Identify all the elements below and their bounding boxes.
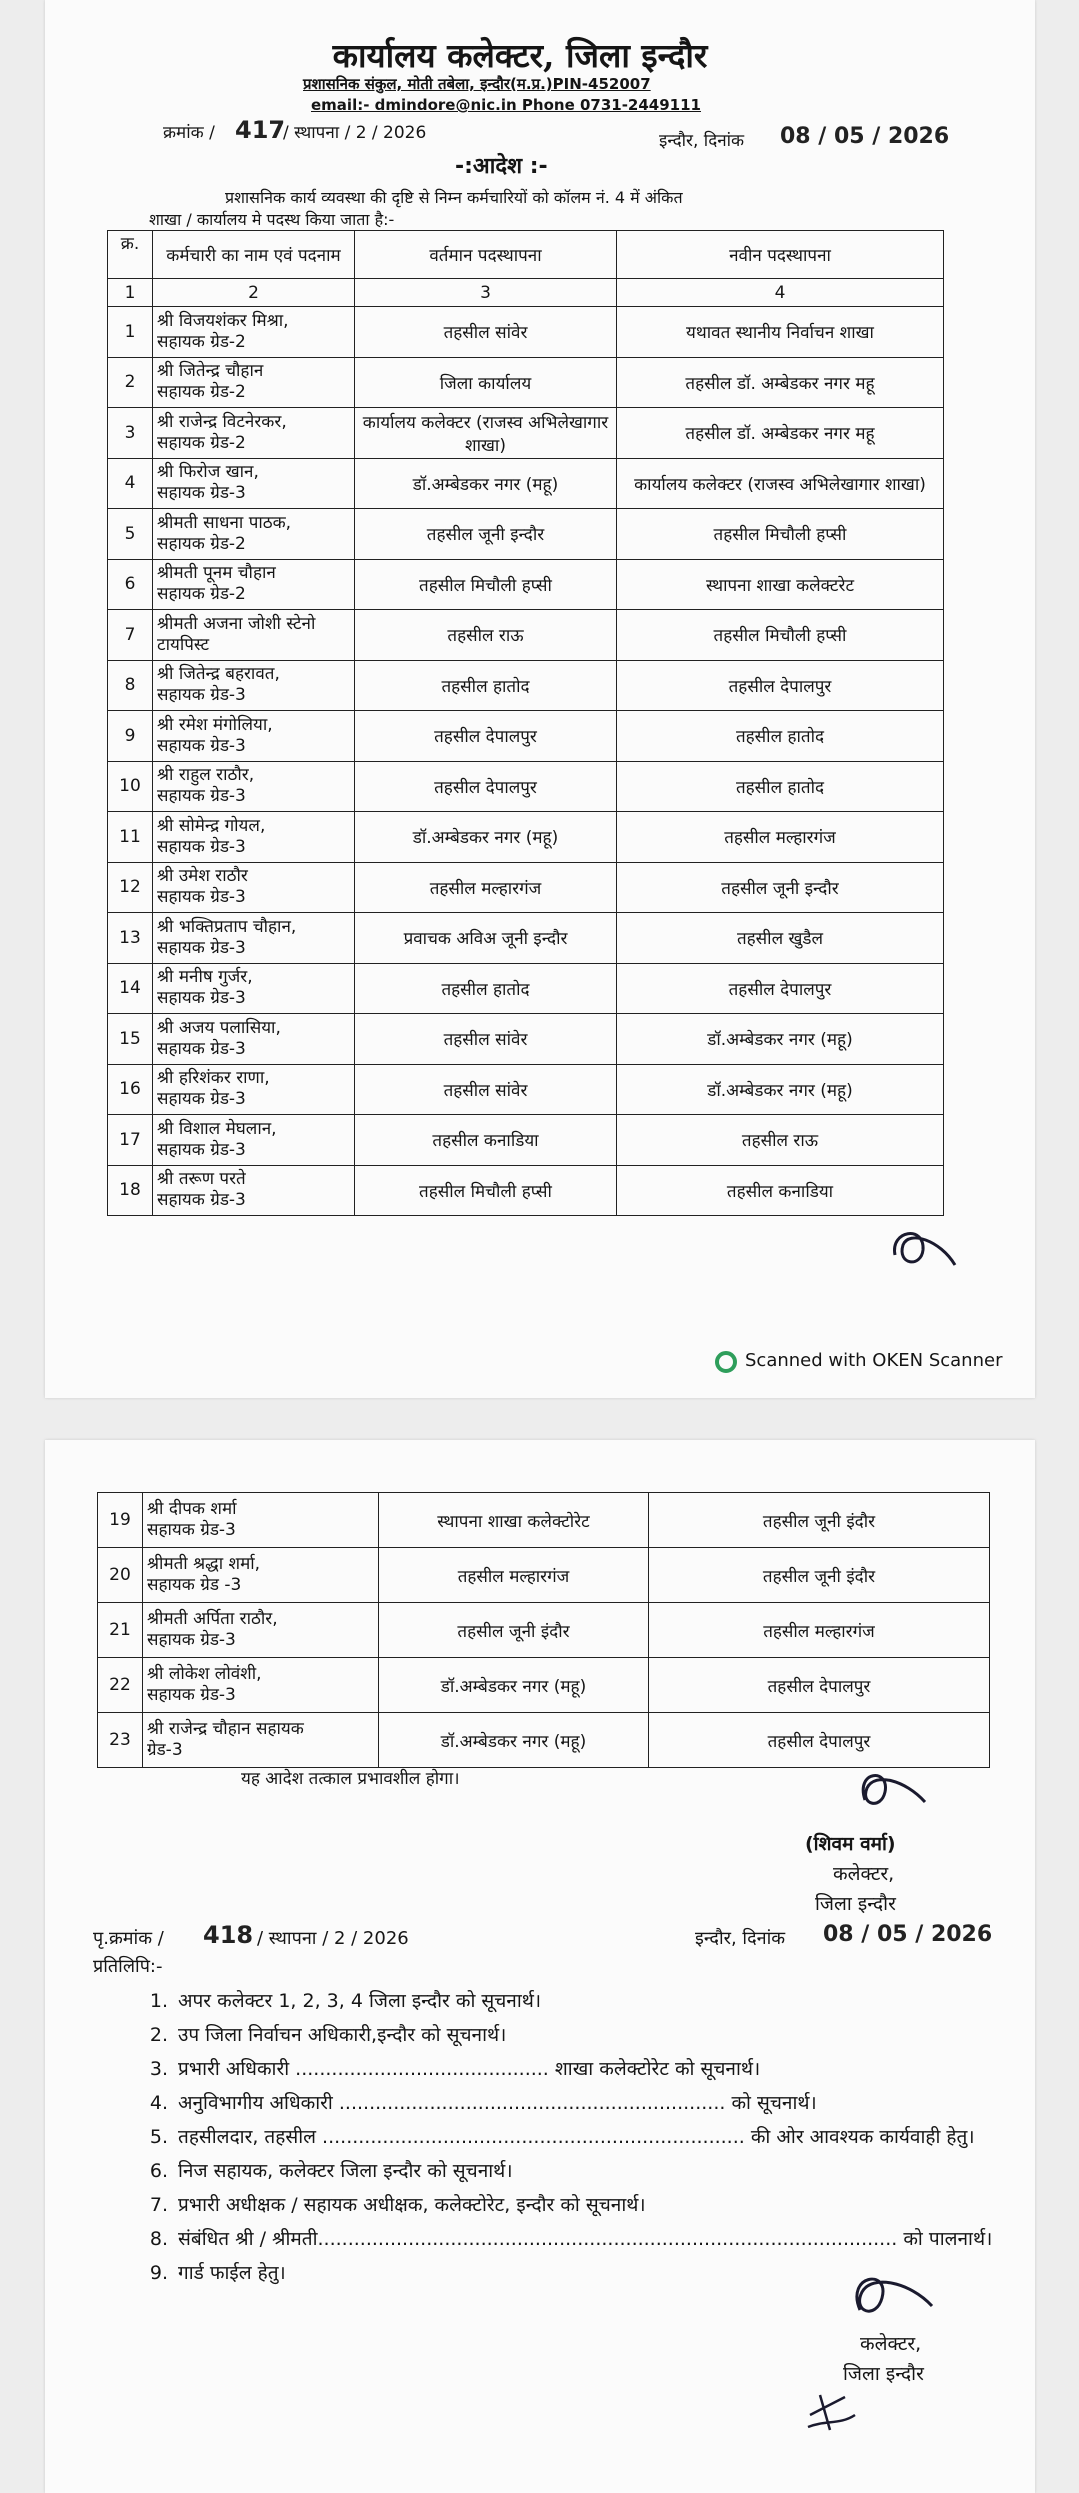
employee-designation: सहायक ग्रेड-3 [157, 786, 246, 807]
employee-name: श्री रमेश मंगोलिया, [157, 714, 273, 735]
order-number-label: क्रमांक / [163, 123, 215, 143]
table-row [108, 307, 944, 358]
employee-name: श्री सोमेन्द्र गोयल, [157, 815, 266, 836]
current-posting: तहसील कनाडिया [355, 1115, 617, 1166]
employee-designation: सहायक ग्रेड-2 [157, 382, 246, 403]
current-posting: तहसील देपालपुर [355, 711, 617, 762]
current-posting: जिला कार्यालय [355, 357, 617, 408]
table-row [108, 610, 944, 661]
table-row [108, 711, 944, 762]
scan-footer-text: Scanned with OKEN Scanner [745, 1350, 1003, 1371]
employee-designation: सहायक ग्रेड-2 [157, 432, 246, 453]
order-number: 417 [235, 116, 286, 144]
employee-cell [153, 660, 355, 711]
employee-designation: सहायक ग्रेड-3 [157, 1089, 246, 1110]
table-row [108, 862, 944, 913]
copy-list-item [130, 2188, 992, 2222]
row-serial-number: 13 [108, 913, 153, 964]
copy-item-text: तहसीलदार, तहसील ...................................................................... की ओर आवश्यक कार्यवाही हेतु। [178, 2126, 975, 2148]
current-posting: तहसील राऊ [355, 610, 617, 661]
table-row [108, 1014, 944, 1065]
row-serial-number: 17 [108, 1115, 153, 1166]
copy-order-number: 418 [203, 1921, 254, 1949]
row-serial-number: 3 [108, 408, 153, 459]
row-serial-number: 23 [98, 1713, 143, 1768]
new-posting: तहसील खुडैल [617, 913, 944, 964]
employee-cell [143, 1658, 379, 1713]
new-posting: तहसील मिचौली हप्सी [617, 610, 944, 661]
new-posting: तहसील हातोद [617, 711, 944, 762]
signatory-district: जिला इन्दौर [815, 1893, 896, 1915]
header-current-posting: वर्तमान पदस्थापना [355, 231, 617, 279]
row-serial-number: 7 [108, 610, 153, 661]
employee-designation: सहायक ग्रेड-3 [157, 887, 246, 908]
employee-name: श्रीमती साधना पाठक, [157, 512, 292, 533]
table-row [108, 963, 944, 1014]
employee-designation: सहायक ग्रेड-2 [157, 331, 246, 352]
employee-designation: सहायक ग्रेड-3 [157, 937, 246, 958]
current-posting: तहसील जूनी इंदौर [379, 1603, 649, 1658]
transfer-table-part2 [97, 1492, 990, 1768]
row-serial-number: 21 [98, 1603, 143, 1658]
collector-signature [845, 1760, 935, 1820]
employee-name: श्री राजेन्द्र विटनेरकर, [157, 411, 287, 432]
table-row [98, 1548, 990, 1603]
current-posting: स्थापना शाखा कलेक्टोरेट [379, 1493, 649, 1548]
employee-designation: सहायक ग्रेड-2 [157, 584, 246, 605]
scanned-page-2 [45, 1440, 1035, 2493]
employee-cell [143, 1603, 379, 1658]
current-posting: तहसील सांवेर [355, 1064, 617, 1115]
current-posting: तहसील मिचौली हप्सी [355, 559, 617, 610]
copy-item-text: संबंधित श्री / श्रीमती................................................................................................ को पालनार्थ। [178, 2228, 993, 2250]
row-serial-number: 5 [108, 509, 153, 560]
employee-cell [153, 1165, 355, 1216]
copy-list-item [130, 2154, 992, 2188]
col-number: 4 [617, 279, 944, 307]
employee-cell [153, 761, 355, 812]
copy-item-text: प्रभारी अधिकारी .......................................... शाखा कलेक्टोरेट को सूचनार्थ। [178, 2058, 761, 2080]
employee-name: श्री तरूण परते [157, 1169, 246, 1190]
new-posting: तहसील जूनी इन्दौर [617, 862, 944, 913]
current-posting: डॉ.अम्बेडकर नगर (महू) [379, 1713, 649, 1768]
table-row [108, 812, 944, 863]
table-body-part2 [98, 1493, 990, 1768]
employee-designation: सहायक ग्रेड-3 [157, 1139, 246, 1160]
new-posting: डॉ.अम्बेडकर नगर (महू) [617, 1014, 944, 1065]
copy-list-item [130, 2120, 992, 2154]
current-posting: डॉ.अम्बेडकर नगर (महू) [355, 458, 617, 509]
row-serial-number: 9 [108, 711, 153, 762]
row-serial-number: 10 [108, 761, 153, 812]
copy-item-text: अनुविभागीय अधिकारी ................................................................ को सूचनार्थ। [178, 2092, 817, 2114]
employee-cell [153, 711, 355, 762]
new-posting: यथावत स्थानीय निर्वाचन शाखा [617, 307, 944, 358]
employee-cell [153, 862, 355, 913]
copy-order-reference: / स्थापना / 2 / 2026 [257, 1928, 409, 1949]
row-serial-number: 1 [108, 307, 153, 358]
new-posting: तहसील देपालपुर [649, 1658, 990, 1713]
place-date-label: इन्दौर, दिनांक [659, 131, 745, 151]
employee-cell [153, 963, 355, 1014]
table-row [108, 408, 944, 459]
employee-cell [153, 559, 355, 610]
row-serial-number: 20 [98, 1548, 143, 1603]
new-posting: तहसील कनाडिया [617, 1165, 944, 1216]
order-reference: / स्थापना / 2 / 2026 [283, 123, 427, 143]
row-serial-number: 12 [108, 862, 153, 913]
new-posting: तहसील देपालपुर [617, 963, 944, 1014]
order-date: 08 / 05 / 2026 [780, 124, 950, 149]
copy-item-text: उप जिला निर्वाचन अधिकारी,इन्दौर को सूचनार्थ। [178, 2024, 507, 2046]
employee-cell [153, 913, 355, 964]
new-posting: स्थापना शाखा कलेक्टरेट [617, 559, 944, 610]
employee-name: श्री फिरोज खान, [157, 462, 259, 483]
new-posting: तहसील देपालपुर [649, 1713, 990, 1768]
employee-name: श्री उमेश राठौर [157, 866, 248, 887]
employee-designation: सहायक ग्रेड-3 [157, 1190, 246, 1211]
new-posting: तहसील मल्हारगंज [649, 1603, 990, 1658]
employee-name: श्री राहुल राठौर, [157, 765, 255, 786]
employee-name: श्री दीपक शर्मा [147, 1499, 237, 1519]
employee-name: श्री मनीष गुर्जर, [157, 967, 253, 988]
col-number: 3 [355, 279, 617, 307]
table-row [108, 458, 944, 509]
table-row [98, 1603, 990, 1658]
table-row [108, 357, 944, 408]
order-intro-line2: शाखा / कार्यालय मे पदस्थ किया जाता है:- [149, 210, 395, 229]
copy-item-number: 7. [149, 2194, 168, 2216]
employee-designation: सहायक ग्रेड-3 [157, 685, 246, 706]
current-posting: प्रवाचक अविअ जूनी इन्दौर [355, 913, 617, 964]
new-posting: तहसील हातोद [617, 761, 944, 812]
row-serial-number: 22 [98, 1658, 143, 1713]
effect-note: यह आदेश तत्काल प्रभावशील होगा। [241, 1769, 460, 1789]
employee-cell [153, 509, 355, 560]
col-number: 1 [108, 279, 153, 307]
current-posting: डॉ.अम्बेडकर नगर (महू) [379, 1658, 649, 1713]
final-signature [840, 2260, 940, 2330]
col-number: 2 [153, 279, 355, 307]
current-posting: तहसील सांवेर [355, 307, 617, 358]
final-signatory-district: जिला इन्दौर [843, 2363, 924, 2385]
copy-list-item [130, 1984, 992, 2018]
copy-item-number: 9. [149, 2262, 168, 2284]
employee-designation: टायपिस्ट [157, 634, 210, 655]
copy-item-number: 1. [149, 1990, 168, 2012]
copy-item-number: 3. [149, 2058, 168, 2080]
row-serial-number: 16 [108, 1064, 153, 1115]
new-posting: तहसील जूनी इंदौर [649, 1548, 990, 1603]
header-employee: कर्मचारी का नाम एवं पदनाम [153, 231, 355, 279]
oken-scanner-icon [715, 1351, 737, 1373]
current-posting: तहसील हातोद [355, 963, 617, 1014]
employee-designation: सहायक ग्रेड -3 [147, 1575, 242, 1595]
employee-cell [143, 1713, 379, 1768]
new-posting: डॉ.अम्बेडकर नगर (महू) [617, 1064, 944, 1115]
copy-item-number: 5. [149, 2126, 168, 2148]
employee-designation: सहायक ग्रेड-3 [157, 483, 246, 504]
copy-order-date: 08 / 05 / 2026 [823, 1922, 993, 1947]
current-posting: तहसील मिचौली हप्सी [355, 1165, 617, 1216]
new-posting: तहसील डॉ. अम्बेडकर नगर महू [617, 408, 944, 459]
copy-list-item [130, 2222, 992, 2256]
row-serial-number: 11 [108, 812, 153, 863]
copy-item-text: अपर कलेक्टर 1, 2, 3, 4 जिला इन्दौर को सूचनार्थ। [178, 1990, 542, 2012]
employee-cell [153, 1014, 355, 1065]
new-posting: तहसील मल्हारगंज [617, 812, 944, 863]
employee-designation: सहायक ग्रेड-3 [157, 836, 246, 857]
employee-cell [153, 610, 355, 661]
employee-name: श्री जितेन्द्र बहरावत, [157, 664, 280, 685]
employee-name: श्रीमती पूनम चौहान [157, 563, 276, 584]
table-row [98, 1493, 990, 1548]
final-signatory-title: कलेक्टर, [860, 2333, 922, 2355]
employee-designation: सहायक ग्रेड-2 [157, 533, 246, 554]
employee-name: श्री राजेन्द्र चौहान सहायक [147, 1719, 304, 1739]
employee-cell [153, 357, 355, 408]
employee-cell [153, 1115, 355, 1166]
employee-name: श्री हरिशंकर राणा, [157, 1068, 270, 1089]
table-row [108, 1064, 944, 1115]
initials-mark [800, 2385, 860, 2440]
employee-designation: सहायक ग्रेड-3 [157, 735, 246, 756]
employee-designation: सहायक ग्रेड-3 [147, 1630, 236, 1650]
employee-name: श्री विशाल मेघलान, [157, 1118, 277, 1139]
copy-list-item [130, 2018, 992, 2052]
copy-list [130, 1984, 992, 2290]
copy-list-item [130, 2086, 992, 2120]
copy-label: प्रतिलिपि:- [93, 1956, 163, 1977]
employee-name: श्री लोकेश लोवंशी, [147, 1664, 262, 1684]
new-posting: तहसील जूनी इंदौर [649, 1493, 990, 1548]
copy-item-number: 8. [149, 2228, 168, 2250]
employee-cell [143, 1548, 379, 1603]
office-address: प्रशासनिक संकुल, मोती तबेला, इन्दौर(म.प्र.)PIN-452007 [303, 75, 651, 93]
copy-item-number: 6. [149, 2160, 168, 2182]
table-body-part1 [108, 307, 944, 1216]
current-posting: तहसील हातोद [355, 660, 617, 711]
current-posting: तहसील जूनी इन्दौर [355, 509, 617, 560]
employee-name: श्रीमती अजना जोशी स्टेनो [157, 613, 316, 634]
email-phone: email:- dmindore@nic.in Phone 0731-2449111 [311, 96, 701, 114]
row-serial-number: 18 [108, 1165, 153, 1216]
office-title: कार्यालय कलेक्टर, जिला इन्दौर [332, 36, 708, 75]
table-row [108, 761, 944, 812]
current-posting: तहसील मल्हारगंज [379, 1548, 649, 1603]
table-row [108, 509, 944, 560]
order-intro-line1: प्रशासनिक कार्य व्यवस्था की दृष्टि से निम्न कर्मचारियों को कॉलम नं. 4 में अंकित [225, 188, 683, 207]
new-posting: तहसील मिचौली हप्सी [617, 509, 944, 560]
employee-cell [153, 458, 355, 509]
table-column-number-row [108, 279, 944, 307]
transfer-table-part1 [107, 230, 944, 1216]
table-row [98, 1658, 990, 1713]
new-posting: तहसील राऊ [617, 1115, 944, 1166]
row-serial-number: 19 [98, 1493, 143, 1548]
employee-designation: सहायक ग्रेड-3 [147, 1520, 236, 1540]
header-new-posting: नवीन पदस्थापना [617, 231, 944, 279]
table-row [108, 660, 944, 711]
employee-name: श्री विजयशंकर मिश्रा, [157, 310, 289, 331]
row-serial-number: 6 [108, 559, 153, 610]
row-serial-number: 14 [108, 963, 153, 1014]
new-posting: तहसील देपालपुर [617, 660, 944, 711]
employee-name: श्री अजय पलासिया, [157, 1017, 281, 1038]
new-posting: तहसील डॉ. अम्बेडकर नगर महू [617, 357, 944, 408]
copy-place-date-label: इन्दौर, दिनांक [695, 1928, 786, 1949]
employee-cell [153, 1064, 355, 1115]
copy-item-text: प्रभारी अधीक्षक / सहायक अधीक्षक, कलेक्टोरेट, इन्दौर को सूचनार्थ। [178, 2194, 646, 2216]
row-serial-number: 4 [108, 458, 153, 509]
employee-cell [153, 812, 355, 863]
employee-designation: सहायक ग्रेड-3 [147, 1685, 236, 1705]
employee-cell [143, 1493, 379, 1548]
current-posting: तहसील देपालपुर [355, 761, 617, 812]
current-posting: डॉ.अम्बेडकर नगर (महू) [355, 812, 617, 863]
employee-cell [153, 307, 355, 358]
table-row [108, 913, 944, 964]
employee-name: श्रीमती श्रद्धा शर्मा, [147, 1554, 261, 1574]
copy-order-label: पृ.क्रमांक / [93, 1928, 164, 1949]
copy-list-item [130, 2052, 992, 2086]
copy-item-text: निज सहायक, कलेक्टर जिला इन्दौर को सूचनार्थ। [178, 2160, 513, 2182]
employee-name: श्री जितेन्द्र चौहान [157, 361, 264, 382]
employee-name: श्रीमती अर्पिता राठौर, [147, 1609, 278, 1629]
table-header-row [108, 231, 944, 279]
employee-cell [153, 408, 355, 459]
copy-item-text: गार्ड फाईल हेतु। [178, 2262, 286, 2284]
table-row [108, 1115, 944, 1166]
copy-item-number: 4. [149, 2092, 168, 2114]
signature-mark [885, 1210, 965, 1280]
current-posting: कार्यालय कलेक्टर (राजस्व अभिलेखागार शाखा) [355, 408, 617, 459]
row-serial-number: 2 [108, 357, 153, 408]
new-posting: कार्यालय कलेक्टर (राजस्व अभिलेखागार शाखा) [617, 458, 944, 509]
order-heading: -:आदेश :- [455, 154, 548, 179]
current-posting: तहसील मल्हारगंज [355, 862, 617, 913]
table-row [108, 559, 944, 610]
current-posting: तहसील सांवेर [355, 1014, 617, 1065]
employee-designation: ग्रेड-3 [147, 1740, 183, 1760]
header-sno: क्र. [108, 231, 153, 279]
scanned-page-1 [45, 0, 1035, 1398]
employee-designation: सहायक ग्रेड-3 [157, 1038, 246, 1059]
employee-designation: सहायक ग्रेड-3 [157, 988, 246, 1009]
employee-name: श्री भक्तिप्रताप चौहान, [157, 916, 297, 937]
copy-item-number: 2. [149, 2024, 168, 2046]
signatory-name: (शिवम वर्मा) [805, 1833, 896, 1855]
table-row [108, 1165, 944, 1216]
row-serial-number: 15 [108, 1014, 153, 1065]
row-serial-number: 8 [108, 660, 153, 711]
signatory-title: कलेक्टर, [833, 1863, 895, 1885]
